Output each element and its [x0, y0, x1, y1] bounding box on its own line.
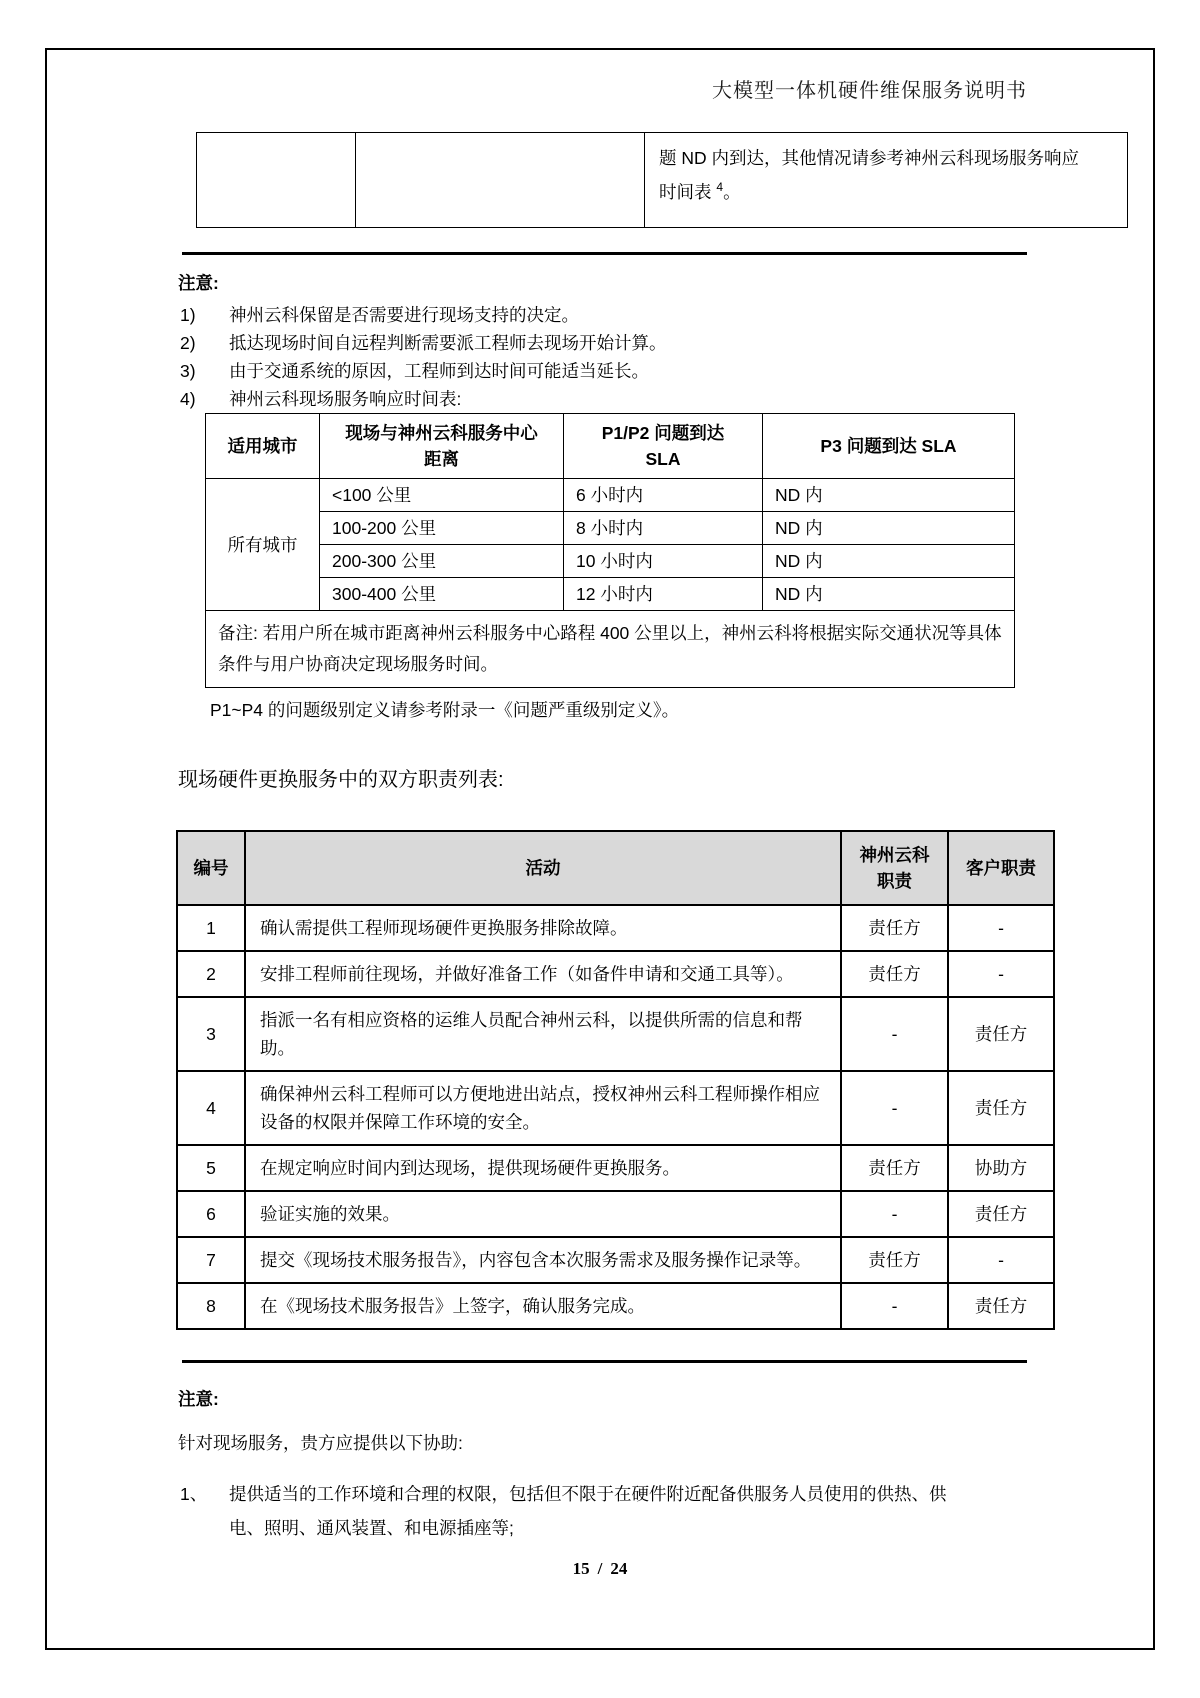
table-row — [177, 1145, 1054, 1191]
cell-p3: ND 内 — [763, 479, 1015, 512]
header-activity: 活动 — [245, 831, 841, 905]
header-vendor-duty: 神州云科 职责 — [841, 831, 948, 905]
table-row — [177, 1191, 1054, 1237]
cell-vendor-duty: - — [841, 1191, 948, 1237]
cell-vendor-duty: - — [841, 1071, 948, 1145]
responsibility-table — [176, 830, 1055, 1330]
note-item-number: 3) — [180, 361, 196, 381]
notes-top-label: 注意: — [178, 273, 219, 293]
footnote-ref: 4 — [716, 180, 724, 195]
cell-activity: 验证实施的效果。 — [245, 1191, 841, 1237]
p1p4-definition-note: P1~P4 的问题级别定义请参考附录一《问题严重级别定义》。 — [210, 700, 680, 720]
table-header-row — [177, 831, 1054, 905]
cell-p3: ND 内 — [763, 545, 1015, 578]
cell-city-all: 所有城市 — [206, 479, 320, 611]
cell-activity: 确认需提供工程师现场硬件更换服务排除故障。 — [245, 905, 841, 951]
table-row — [177, 951, 1054, 997]
cell-number: 2 — [177, 951, 245, 997]
cell-p1p2: 8 小时内 — [564, 512, 763, 545]
header-distance: 现场与神州云科服务中心 距离 — [320, 414, 564, 479]
note-item-text: 由于交通系统的原因，工程师到达时间可能适当延长。 — [229, 361, 649, 381]
partial-cell-empty-2 — [356, 133, 645, 228]
cell-vendor-duty: - — [841, 997, 948, 1071]
notes-top-list — [180, 301, 1153, 413]
cell-distance: 300-400 公里 — [320, 578, 564, 611]
note-item-3 — [180, 357, 1153, 385]
note-item-4 — [180, 385, 1153, 413]
header-p1p2-sla: P1/P2 问题到达 SLA — [564, 414, 763, 479]
page-border — [45, 48, 1155, 1650]
responsibility-section-title: 现场硬件更换服务中的双方职责列表: — [178, 769, 504, 791]
cell-number: 6 — [177, 1191, 245, 1237]
cell-remark: 备注: 若用户所在城市距离神州云科服务中心路程 400 公里以上，神州云科将根据实际交通状况等具体条件与用户协商决定现场服务时间。 — [206, 611, 1015, 688]
header-customer-duty: 客户职责 — [948, 831, 1054, 905]
table-row — [206, 479, 1015, 512]
cell-distance: 200-300 公里 — [320, 545, 564, 578]
cell-activity: 在《现场技术服务报告》上签字，确认服务完成。 — [245, 1283, 841, 1329]
cell-customer-duty: 责任方 — [948, 997, 1054, 1071]
cell-p1p2: 6 小时内 — [564, 479, 763, 512]
page-footer — [0, 1558, 1200, 1580]
table-row — [206, 512, 1015, 545]
horizontal-rule-top — [182, 252, 1027, 255]
table-row — [177, 905, 1054, 951]
notes-bottom-list — [180, 1477, 972, 1545]
header-p3-sla: P3 问题到达 SLA — [763, 414, 1015, 479]
document-header-title: 大模型一体机硬件维保服务说明书 — [712, 80, 1027, 102]
note-item-text: 神州云科现场服务响应时间表: — [229, 389, 462, 409]
note-item-number: 2) — [180, 333, 196, 353]
cell-p3: ND 内 — [763, 578, 1015, 611]
horizontal-rule-bottom — [182, 1360, 1027, 1363]
cell-customer-duty: - — [948, 1237, 1054, 1283]
note-item-number: 1) — [180, 305, 196, 325]
table-remark-row — [206, 611, 1015, 688]
note-item-number: 4) — [180, 389, 196, 409]
cell-number: 3 — [177, 997, 245, 1071]
cell-customer-duty: - — [948, 905, 1054, 951]
table-header-row — [206, 414, 1015, 479]
table-row — [177, 1283, 1054, 1329]
table-row — [206, 545, 1015, 578]
sla-response-time-table — [205, 413, 1015, 688]
note-item-number: 1、 — [180, 1484, 208, 1504]
cell-vendor-duty: 责任方 — [841, 951, 948, 997]
note-item-text: 神州云科保留是否需要进行现场支持的决定。 — [229, 305, 579, 325]
cell-line-1: 题 ND 内到达，其他情况请参考神州云科现场服务响应 — [659, 148, 1079, 168]
cell-customer-duty: 责任方 — [948, 1191, 1054, 1237]
cell-line-2: 时间表 $^4$。 — [659, 180, 741, 202]
cell-vendor-duty: 责任方 — [841, 1145, 948, 1191]
cell-distance: 100-200 公里 — [320, 512, 564, 545]
cell-customer-duty: 责任方 — [948, 1283, 1054, 1329]
footer-page-number: 15 — [572, 1559, 590, 1578]
note-item-text: 抵达现场时间自远程判断需要派工程师去现场开始计算。 — [229, 333, 667, 353]
cell-activity: 确保神州云科工程师可以方便地进出站点，授权神州云科工程师操作相应设备的权限并保障工作环境的安全。 — [245, 1071, 841, 1145]
cell-customer-duty: - — [948, 951, 1054, 997]
note-item-1 — [180, 301, 1153, 329]
cell-activity: 在规定响应时间内到达现场，提供现场硬件更换服务。 — [245, 1145, 841, 1191]
note-item-text: 提供适当的工作环境和合理的权限，包括但不限于在硬件附近配备供服务人员使用的供热、供电、照明、通风装置、和电源插座等; — [229, 1484, 947, 1538]
top-partial-table — [196, 132, 1128, 228]
footer-separator: / — [597, 1559, 603, 1578]
cell-activity: 指派一名有相应资格的运维人员配合神州云科，以提供所需的信息和帮助。 — [245, 997, 841, 1071]
notes-bottom-intro: 针对现场服务，贵方应提供以下协助: — [178, 1433, 463, 1453]
partial-cell-empty-1 — [197, 133, 356, 228]
header-city: 适用城市 — [206, 414, 320, 479]
cell-p3: ND 内 — [763, 512, 1015, 545]
cell-number: 5 — [177, 1145, 245, 1191]
partial-cell-text — [645, 133, 1128, 228]
table-row — [177, 1237, 1054, 1283]
cell-number: 4 — [177, 1071, 245, 1145]
table-row — [177, 997, 1054, 1071]
table-row — [206, 578, 1015, 611]
cell-activity: 安排工程师前往现场，并做好准备工作（如备件申请和交通工具等）。 — [245, 951, 841, 997]
header-number: 编号 — [177, 831, 245, 905]
cell-number: 7 — [177, 1237, 245, 1283]
cell-customer-duty: 协助方 — [948, 1145, 1054, 1191]
cell-vendor-duty: 责任方 — [841, 905, 948, 951]
cell-vendor-duty: 责任方 — [841, 1237, 948, 1283]
cell-customer-duty: 责任方 — [948, 1071, 1054, 1145]
table-row — [177, 1071, 1054, 1145]
cell-vendor-duty: - — [841, 1283, 948, 1329]
cell-distance: <100 公里 — [320, 479, 564, 512]
cell-p1p2: 10 小时内 — [564, 545, 763, 578]
bottom-note-item-1 — [180, 1477, 972, 1545]
notes-bottom-label: 注意: — [178, 1389, 219, 1409]
cell-p1p2: 12 小时内 — [564, 578, 763, 611]
cell-number: 8 — [177, 1283, 245, 1329]
cell-number: 1 — [177, 905, 245, 951]
cell-activity: 提交《现场技术服务报告》，内容包含本次服务需求及服务操作记录等。 — [245, 1237, 841, 1283]
footer-page-total: 24 — [610, 1559, 628, 1578]
table-row — [197, 133, 1128, 228]
note-item-2 — [180, 329, 1153, 357]
